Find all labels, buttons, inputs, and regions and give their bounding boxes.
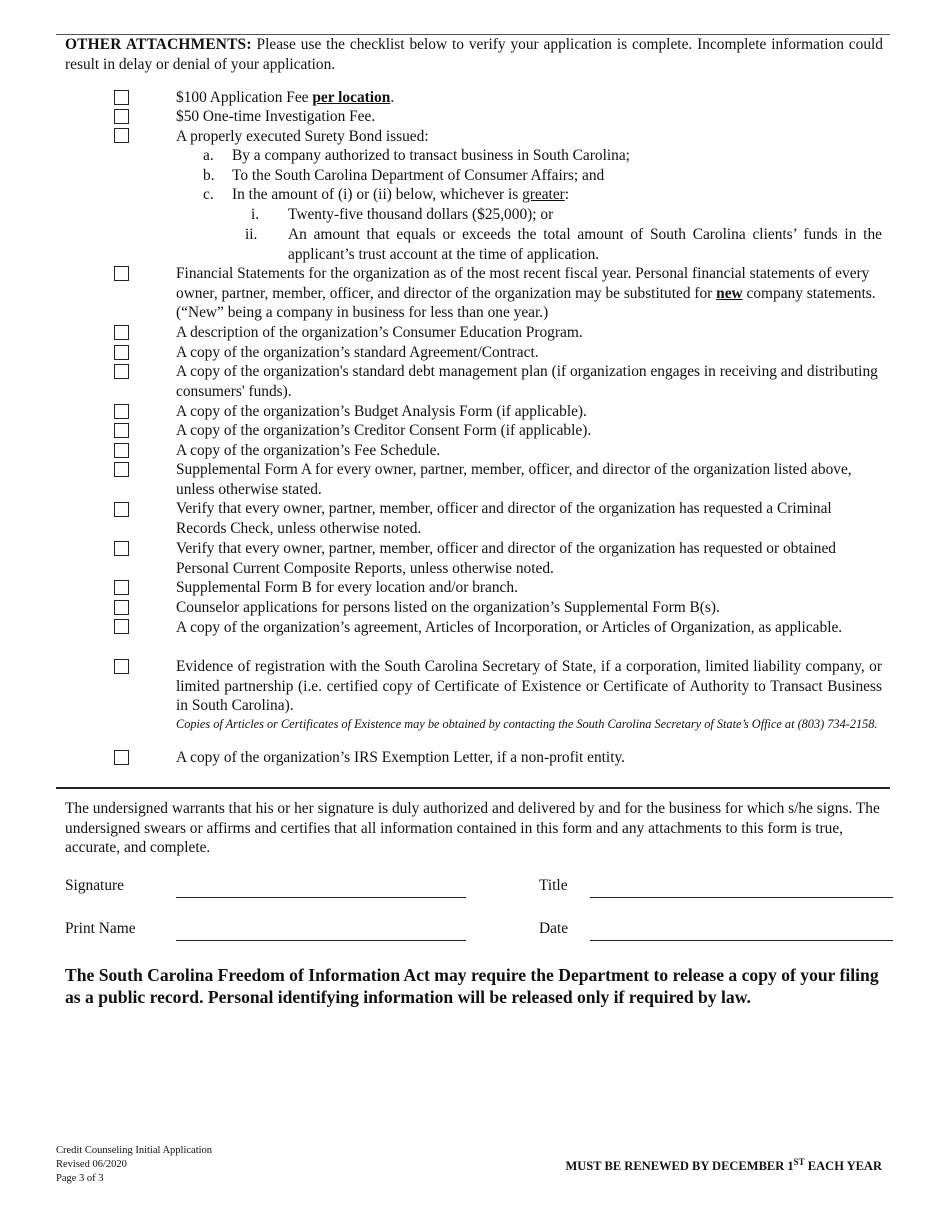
bond-item-c: In the amount of (i) or (ii) below, whichever is greater: xyxy=(232,186,570,203)
checkbox-budget-analysis[interactable] xyxy=(114,404,129,419)
renewal-notice: MUST BE RENEWED BY DECEMBER 1ST EACH YEAR xyxy=(565,1157,882,1174)
footer-left xyxy=(56,1144,212,1186)
bond-marker-a: a. xyxy=(203,147,214,164)
foi-notice: The South Carolina Freedom of Information Act may require the Department to release a copy of your filing as a public record. Personal identifying information will be released only if required by law. xyxy=(65,965,879,1007)
item-supplemental-form-b: Supplemental Form B for every location and/or branch. xyxy=(176,579,518,596)
item-agreement-contract: A copy of the organization’s standard Agreement/Contract. xyxy=(176,344,539,361)
checkbox-application-fee[interactable] xyxy=(114,90,129,105)
checkbox-creditor-consent[interactable] xyxy=(114,423,129,438)
item-irs-letter: A copy of the organization’s IRS Exemption Letter, if a non-profit entity. xyxy=(176,749,626,766)
checkbox-debt-management-plan[interactable] xyxy=(114,364,129,379)
checkbox-criminal-records[interactable] xyxy=(114,502,129,517)
item-debt-management-plan: A copy of the organization's standard debt management plan (if organization engages in receiving and distributing consumers' funds). xyxy=(176,363,878,400)
date-line[interactable] xyxy=(590,940,893,941)
checkbox-irs-letter[interactable] xyxy=(114,750,129,765)
checkbox-composite-reports[interactable] xyxy=(114,541,129,556)
item-budget-analysis: A copy of the organization’s Budget Analysis Form (if applicable). xyxy=(176,403,587,420)
item-creditor-consent: A copy of the organization’s Creditor Consent Form (if applicable). xyxy=(176,422,592,439)
print-name-line[interactable] xyxy=(176,940,466,941)
title-line[interactable] xyxy=(590,897,893,898)
checkbox-fee-schedule[interactable] xyxy=(114,443,129,458)
checkbox-financial-statements[interactable] xyxy=(114,266,129,281)
bond-item-b: To the South Carolina Department of Consumer Affairs; and xyxy=(232,167,605,184)
item-investigation-fee: $50 One-time Investigation Fee. xyxy=(176,108,376,125)
date-label: Date xyxy=(539,920,569,937)
intro-paragraph xyxy=(65,35,883,74)
print-name-label: Print Name xyxy=(65,920,136,937)
articles-note: Copies of Articles or Certificates of Existence may be obtained by contacting the South Carolina Secretary of State’s Office at (803) 734-2158. xyxy=(176,717,878,731)
footer-form-name: Credit Counseling Initial Application xyxy=(56,1145,213,1156)
item-counselor-applications: Counselor applications for persons listed on the organization’s Supplemental Form B(s). xyxy=(176,599,720,616)
checkbox-agreement-contract[interactable] xyxy=(114,345,129,360)
checkbox-supplemental-form-a[interactable] xyxy=(114,462,129,477)
amount-marker-ii: ii. xyxy=(245,226,258,243)
item-surety-bond: A properly executed Surety Bond issued: xyxy=(176,128,429,145)
checkbox-consumer-education[interactable] xyxy=(114,325,129,340)
checkbox-counselor-applications[interactable] xyxy=(114,600,129,615)
amount-item-ii: An amount that equals or exceeds the total amount of South Carolina clients’ funds in the applicant’s trust account at the time of application. xyxy=(288,226,882,263)
bond-marker-c: c. xyxy=(203,186,214,203)
signature-line[interactable] xyxy=(176,897,466,898)
item-consumer-education: A description of the organization’s Consumer Education Program. xyxy=(176,324,583,341)
checkbox-investigation-fee[interactable] xyxy=(114,109,129,124)
title-label: Title xyxy=(539,877,568,894)
item-financial-statements: Financial Statements for the organization as of the most recent fiscal year. Personal financial statements of every owner, partner, member, officer, and director of the organization may be substituted for new company statements. (“New” being a company in business for less than one year.) xyxy=(176,265,876,321)
bond-item-a: By a company authorized to transact business in South Carolina; xyxy=(232,147,630,164)
intro-heading: OTHER ATTACHMENTS: xyxy=(65,36,252,53)
amount-marker-i: i. xyxy=(251,206,260,223)
intro-text: Please use the checklist below to verify your application is complete. Incomplete information could result in delay or denial of your application. xyxy=(65,36,883,73)
checkbox-supplemental-form-b[interactable] xyxy=(114,580,129,595)
item-fee-schedule: A copy of the organization’s Fee Schedule. xyxy=(176,442,441,459)
attestation-paragraph: The undersigned warrants that his or her signature is duly authorized and delivered by and for the business for which s/he signs. The undersigned swears or affirms and certifies that all information contained in this form and any attachments to this form is true, accurate, and complete. xyxy=(65,800,880,856)
bond-marker-b: b. xyxy=(203,167,215,184)
item-supplemental-form-a: Supplemental Form A for every owner, partner, member, officer, and director of the organization listed above, unless otherwise stated. xyxy=(176,461,852,498)
footer-revised: Revised 06/2020 xyxy=(56,1159,127,1170)
checkbox-secretary-of-state[interactable] xyxy=(114,659,129,674)
item-articles: A copy of the organization’s agreement, Articles of Incorporation, or Articles of Organization, as applicable. xyxy=(176,619,843,636)
checkbox-surety-bond[interactable] xyxy=(114,128,129,143)
item-criminal-records: Verify that every owner, partner, member, officer and director of the organization has requested a Criminal Records Check, unless otherwise noted. xyxy=(176,500,832,537)
section-divider xyxy=(56,787,890,789)
footer-page-number: Page 3 of 3 xyxy=(56,1173,104,1184)
checkbox-articles[interactable] xyxy=(114,619,129,634)
item-secretary-of-state: Evidence of registration with the South Carolina Secretary of State, if a corporation, limited liability company, or limited partnership (i.e. certified copy of Certificate of Existence or Certificate of Authority to Transact Business in South Carolina). xyxy=(176,658,882,714)
amount-item-i: Twenty-five thousand dollars ($25,000); or xyxy=(288,206,554,223)
item-application-fee: $100 Application Fee per location. xyxy=(176,89,395,106)
item-composite-reports: Verify that every owner, partner, member, officer and director of the organization has requested or obtained Personal Current Composite Reports, unless otherwise noted. xyxy=(176,540,836,577)
signature-label: Signature xyxy=(65,877,124,894)
